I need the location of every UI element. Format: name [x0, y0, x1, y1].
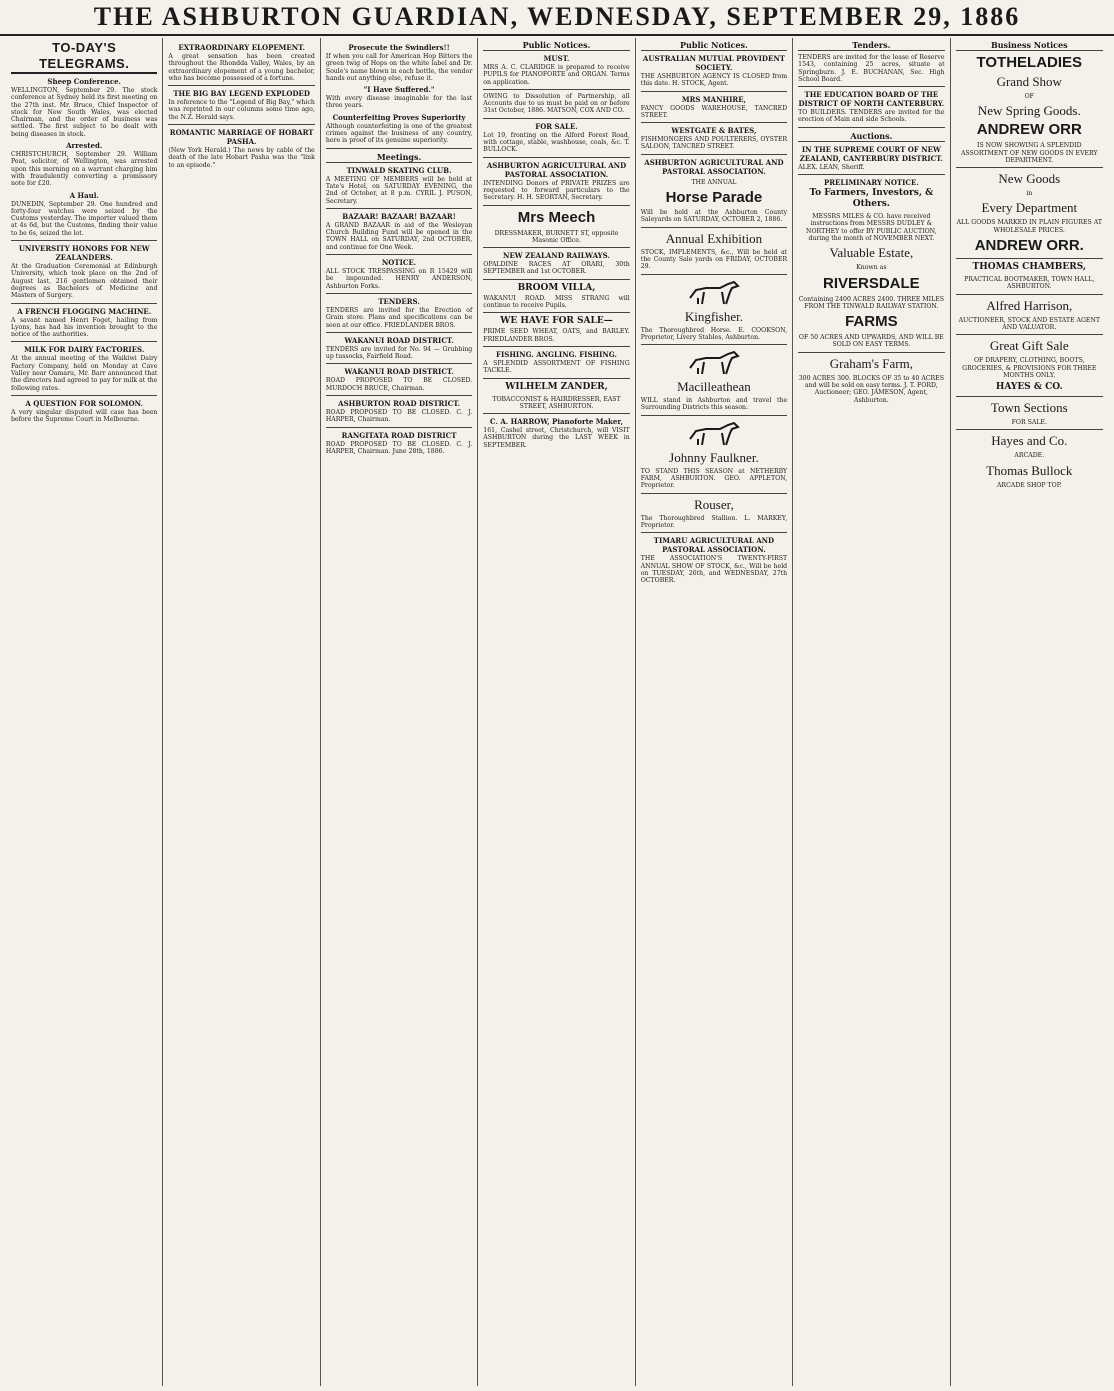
divider [11, 303, 157, 304]
item-text: WELLINGTON, September 29. The stock conference at Sydney held its first meeting on the 27th inst. Mr. Bruce, Chief Inspector of stock for New South Wales, was elected Chairman, and the order of business was settled. The first subject to be dealt with being diseases in stock. [11, 87, 158, 138]
section-title: Tenders. [798, 40, 944, 51]
ad-text: PRIME SEED WHEAT, OATS, and BARLEY. FRIEDLANDER BROS. [483, 328, 630, 343]
divider [641, 344, 787, 345]
item-text: If when you call for American Hop Bitters the green twig of Hops on the white label and Dr. Soule's name blown in each bottle, the vendor hands out anything else, refuse it. [325, 53, 473, 82]
divider [641, 227, 787, 228]
ad-headline: Every Department [981, 200, 1078, 216]
item-heading: MUST. [543, 54, 570, 63]
item-heading: UNIVERSITY HONORS FOR NEW ZEALANDERS. [18, 244, 150, 263]
column-1 [6, 38, 163, 1386]
ad-text: TO STAND THIS SEASON at NETHERBY FARM, ASHBURTON. GEO. APPLETON, Proprietor. [640, 467, 788, 490]
item-heading: AUSTRALIAN MUTUAL PROVIDENT SOCIETY. [642, 54, 785, 72]
ad-text: OF [1024, 93, 1034, 100]
article [11, 399, 157, 424]
item-heading: WAKANUI ROAD DISTRICT. [344, 335, 454, 345]
ad-headline: WE HAVE FOR SALE— [500, 316, 613, 327]
column-7 [951, 38, 1108, 1386]
notice [798, 90, 944, 124]
ad-headline: Annual Exhibition [665, 230, 763, 246]
ad-headline: Graham's Farm, [829, 355, 913, 371]
item-heading: RANGITATA ROAD DISTRICT [341, 430, 457, 440]
item-text: THE ANNUAL [691, 178, 737, 186]
notice [326, 85, 472, 110]
item-text: THE ASSOCIATION'S TWENTY-FIRST ANNUAL SHOW OF STOCK, &c., Will be held on TUESDAY, 26th, and WEDNESDAY, 27th OCTOBER. [640, 555, 788, 585]
item-text: DUNEDIN, September 29. One hundred and forty-four watches were seized by the Customs yesterday. The importer valued them at 4s 6d, but the Customs, finding their value to be 6s, seized the lot. [11, 200, 158, 237]
ad-text: OF 50 ACRES AND UPWARDS, AND WILL BE SOLD ON EASY TERMS. [798, 334, 944, 349]
item-text: OWING to Dissolution of Partnership, all Accounts due to us must be paid on or before 31st October, 1886. MATSON, COX AND CO. [483, 92, 630, 115]
item-heading: MILK FOR DAIRY FACTORIES. [24, 345, 145, 355]
item-text: 161, Cashel street, Christchurch, will VISIT ASHBURTON during the LAST WEEK in SEPTEMBER. [483, 427, 630, 449]
item-heading: A QUESTION FOR SOLOMON. [25, 398, 144, 408]
divider [483, 89, 629, 90]
ad-text: WAKANUI ROAD. MISS STRANG will continue to receive Pupils. [483, 294, 630, 310]
divider [483, 413, 629, 414]
article [168, 128, 314, 169]
item-text: A very singular disputed will case has been before the Supreme Court in Melbourne. [11, 408, 158, 424]
notice [326, 258, 472, 290]
ad-headline: THOMAS CHAMBERS, [972, 262, 1087, 273]
ad-text: WILL stand in Ashburton and travel the Surrounding Districts this season. [640, 397, 788, 412]
divider [798, 127, 944, 128]
article [11, 345, 157, 391]
horse-icon [684, 348, 744, 376]
item-heading: WESTGATE & BATES, [671, 126, 757, 136]
divider [326, 293, 472, 294]
section-title: Meetings. [326, 152, 472, 163]
item-heading: NEW ZEALAND RAILWAYS. [503, 251, 610, 261]
ad-text: FOR SALE. [1011, 419, 1047, 427]
notice [326, 212, 472, 251]
article [11, 307, 157, 339]
notice [641, 54, 787, 88]
divider [798, 174, 944, 175]
item-text: At the annual meeting of the Waikiwi Dairy Factory Company, held on Monday at Cave Valley near Oamaru, Mr. Barr announced that the directors had agreed to pay for milk at the following rates. [11, 355, 158, 392]
divider [483, 279, 629, 280]
divider [483, 247, 629, 248]
ad-text: IS NOW SHOWING A SPLENDID ASSORTMENT OF NEW GOODS IN EVERY DEPARTMENT. [960, 142, 1098, 164]
notice [798, 145, 944, 171]
divider [798, 86, 944, 87]
horse-icon [684, 419, 744, 447]
item-text: A savant named Henri Foget, hailing from Lyons, has had his invention brought to the notice of the authorities. [11, 316, 158, 339]
ad-headline: Macilleathean [677, 379, 751, 395]
ad-text: Will be held at the Ashburton County Saleyards on SATURDAY, OCTOBER 2, 1886. [640, 209, 788, 224]
item-text: (New York Herald.) The news by cable of the death of the late Hobart Pasha was the "link to an episode." [168, 147, 315, 169]
ad-headline: To Farmers, Investors, & Others. [809, 188, 934, 210]
divider [326, 208, 472, 209]
section-title: Business Notices [956, 40, 1103, 51]
notice [641, 126, 787, 151]
ad-text: AUCTIONEER, STOCK AND ESTATE AGENT AND VALUATOR. [958, 316, 1100, 331]
divider [956, 294, 1103, 295]
item-heading: Counterfeiting Proves Superiority [332, 112, 466, 122]
ad-text: The Thoroughbred Horse. E. COOKSON, Proprietor, Livery Stables, Ashburton. [640, 326, 788, 341]
newspaper-columns [6, 38, 1108, 1386]
notice [326, 336, 472, 361]
divider [326, 395, 472, 396]
item-heading: FOR SALE. [535, 121, 578, 131]
item-text: TENDERS are invited for No. 94 — Grubbing up tussocks, Fairfield Road. [325, 345, 473, 361]
notice [326, 297, 472, 329]
item-heading: IN THE SUPREME COURT OF NEW ZEALAND, CANTERBURY DISTRICT. [799, 144, 943, 163]
divider [798, 352, 944, 353]
telegrams-headline: TO-DAY'S TELEGRAMS. [11, 40, 157, 74]
ad-text: in [1026, 190, 1033, 198]
ad-headline: FARMS [845, 313, 898, 331]
item-text: OPALDINE RACES AT ORARI, 30th SEPTEMBER and 1st OCTOBER. [483, 261, 630, 276]
ad-headline: Rouser, [694, 496, 734, 512]
column-5 [636, 38, 793, 1386]
item-heading: Arrested. [66, 141, 103, 151]
divider [956, 167, 1103, 168]
divider [641, 91, 787, 92]
item-text: A MEETING OF MEMBERS will be held at Tate's Hotel, on SATURDAY EVENING, the 2nd of October, at 8 p.m. CYRIL J. PUSON, Secretary. [325, 175, 473, 205]
item-heading: THE BIG BAY LEGEND EXPLODED [173, 89, 310, 99]
section-title: Public Notices. [641, 40, 787, 51]
notice [326, 367, 472, 392]
divider [641, 122, 787, 123]
ad-headline: ANDREW ORR. [974, 237, 1084, 255]
ad-headline: Mrs Meech [517, 208, 596, 226]
item-heading: ROMANTIC MARRIAGE OF HOBART PASHA. [169, 128, 314, 147]
ad-text: ALL GOODS MARKED IN PLAIN FIGURES AT WHOLESALE PRICES. [956, 219, 1102, 234]
item-heading: BAZAAR! BAZAAR! BAZAAR! [342, 211, 456, 221]
divider [483, 118, 629, 119]
column-3 [321, 38, 478, 1386]
ad-text: Known as [856, 264, 887, 272]
notice [326, 113, 472, 145]
item-heading: ASHBURTON ROAD DISTRICT. [338, 399, 460, 409]
notice [483, 54, 629, 86]
notice [483, 417, 629, 449]
item-heading: Prosecute the Swindlers!! [348, 43, 450, 52]
item-text: FANCY GOODS WAREHOUSE, TANCRED STREET. [640, 104, 788, 119]
item-text: ROAD PROPOSED TO BE CLOSED. C. J. HARPER, Chairman. June 28th, 1886. [325, 440, 473, 455]
ad-headline: Grand Show [996, 74, 1062, 89]
divider [326, 363, 472, 364]
ad-text: MESSRS MILES & CO. have received instructions from MESSRS DUDLEY & NORTHEY to offer BY PUBLIC AUCTION, during the month of NOVEMBER NEXT. [806, 213, 937, 242]
item-heading: ASHBURTON AGRICULTURAL AND PASTORAL ASSOCIATION. [486, 160, 627, 179]
divider [11, 341, 157, 342]
item-text: In reference to the "Legend of Big Bay," which was reprinted in our columns some time ago, the N.Z. Herald says. [168, 99, 315, 121]
telegram-item [11, 191, 157, 237]
item-text: TENDERS are invited for the lease of Reserve 1543, containing 25 acres, situate at Springburn. J. E. BUCHANAN, Sec. High School Board. [798, 54, 945, 83]
divider [483, 205, 629, 206]
section-title: Auctions. [798, 131, 944, 142]
item-text: Lot 19, fronting on the Alford Forest Road, with cottage, stable, washhouse, coals, &c. T. BULLOCK. [483, 131, 630, 154]
ad-text: The Thoroughbred Stallion. L. MARKEY, Proprietor. [640, 514, 788, 529]
divider [168, 85, 314, 86]
item-heading: TENDERS. [378, 296, 420, 306]
item-heading: ASHBURTON AGRICULTURAL AND PASTORAL ASSOCIATION. [644, 157, 784, 176]
item-text: THE ASHBURTON AGENCY IS CLOSED from this date. H. STOCK, Agent. [640, 73, 788, 88]
item-text: A GRAND BAZAAR in aid of the Wesleyan Church Building Fund will be opened in the TOWN HALL on SATURDAY, 2nd OCTOBER, and continue for One Week. [325, 221, 473, 251]
notice [641, 536, 787, 584]
item-heading: WAKANUI ROAD DISTRICT. [344, 367, 454, 377]
ad-headline: WILHELM ZANDER, [505, 381, 608, 392]
ad-headline: Town Sections [990, 400, 1068, 416]
divider [326, 427, 472, 428]
notice [326, 43, 472, 82]
ad-headline: Great Gift Sale [989, 338, 1069, 354]
item-heading: PRELIMINARY NOTICE. [823, 178, 919, 188]
telegram-item [11, 77, 157, 138]
divider [641, 493, 787, 494]
masthead-paper: ASHBURTON GUARDIAN, [161, 2, 520, 31]
item-text: FISHMONGERS AND POULTERERS, OYSTER SALOON, TANCRED STREET. [640, 136, 788, 151]
notice [326, 166, 472, 205]
masthead [0, 0, 1114, 36]
divider [641, 274, 787, 275]
notice [483, 122, 629, 154]
divider [956, 429, 1103, 430]
masthead-left: THE [93, 2, 155, 31]
ad-headline: Kingfisher. [684, 308, 743, 324]
item-heading: TINWALD SKATING CLUB. [346, 165, 452, 175]
divider [11, 240, 157, 241]
ad-headline: Thomas Bullock [986, 462, 1073, 478]
ad-headline: Horse Parade [665, 189, 763, 207]
notice [641, 95, 787, 120]
notice [326, 399, 472, 424]
horse-icon [684, 278, 744, 306]
divider [483, 378, 629, 379]
divider [326, 332, 472, 333]
item-heading: TIMARU AGRICULTURAL AND PASTORAL ASSOCIATION. [653, 536, 775, 555]
item-text: INTENDING Donors of PRIVATE PRIZES are requested to forward particulars to the Secretary. H. H. SEORTAN, Secretary. [483, 179, 630, 202]
divider [641, 415, 787, 416]
item-text: TENDERS are invited for the Erection of Grain store. Plans and specifications can be seen at our office. FRIEDLANDER BROS. [325, 306, 473, 329]
item-text: ROAD PROPOSED TO BE CLOSED. C. J. HARPER, Chairman. [325, 409, 473, 424]
divider [11, 395, 157, 396]
notice [483, 350, 629, 375]
column-6 [793, 38, 950, 1386]
divider [483, 312, 629, 313]
ad-headline: HAYES & CO. [995, 382, 1063, 393]
notice [326, 431, 472, 456]
ad-headline: Valuable Estate, [829, 245, 914, 261]
item-text: ALL STOCK TRESPASSING on R 15429 will be impounded. HENRY ANDERSON, Ashburton Forks. [325, 268, 473, 290]
divider [168, 124, 314, 125]
divider [483, 157, 629, 158]
ad-text: STOCK, IMPLEMENTS, &c., Will be held at the County Sale yards on FRIDAY, OCTOBER 29. [640, 248, 788, 271]
item-text: A great sensation has been created throughout the Rhondda Valley, Wales, by an extraordinary elopement of a young bachelor, who has become possessed of a fortune. [168, 53, 315, 82]
ad-text: PRACTICAL BOOTMAKER, TOWN HALL, ASHBURTON. [964, 276, 1095, 291]
item-heading: EXTRAORDINARY ELOPEMENT. [178, 43, 305, 52]
item-heading: A FRENCH FLOGGING MACHINE. [17, 306, 152, 316]
ad-headline: ANDREW ORR [976, 121, 1082, 139]
ad-headline: TOTHELADIES [976, 54, 1083, 71]
ad-headline: Alfred Harrison, [986, 297, 1073, 313]
item-heading: THE EDUCATION BOARD OF THE DISTRICT OF NORTH CANTERBURY. [798, 90, 945, 109]
item-text: A SPLENDID ASSORTMENT OF FISHING TACKLE. [483, 359, 630, 375]
divider [641, 154, 787, 155]
divider [641, 532, 787, 533]
notice [483, 161, 629, 202]
item-text: MRS A. C. CLARIDGE is prepared to receive PUPILS for PIANOFORTE and ORGAN. Terms on application. [483, 64, 630, 86]
item-text: CHRISTCHURCH, September 29. William Peat, solicitor, of Wellington, was arrested upon this morning on a warrant charging him with fraudulently converting a promissory note for £20. [11, 151, 158, 188]
divider [326, 148, 472, 149]
item-heading: "I Have Suffered." [363, 85, 435, 95]
article [11, 244, 157, 299]
ad-headline: Johnny Faulkner. [669, 449, 759, 465]
item-heading: C. A. HARROW, Pianoforte Maker, [490, 417, 623, 427]
ad-text: OF DRAPERY, CLOTHING, BOOTS, GROCERIES, & PROVISIONS FOR THREE MONTHS ONLY. [962, 357, 1097, 379]
item-heading: FISHING. ANGLING. FISHING. [496, 349, 617, 359]
ad-headline: Hayes and Co. [991, 433, 1068, 449]
item-text: ALEX. LEAN, Sheriff. [798, 163, 865, 171]
column-2 [163, 38, 320, 1386]
ad-text: DRESSMAKER, BURNETT ST, opposite Masonic Office. [494, 229, 619, 244]
ad-text: ARCADE. [1014, 452, 1045, 460]
ad-text: Containing 2400 ACRES 2400. THREE MILES FROM THE TINWALD RAILWAY STATION. [798, 295, 944, 310]
item-text: ROAD PROPOSED TO BE CLOSED. MURDOCH BRUCE, Chairman. [325, 377, 473, 392]
article [168, 89, 314, 121]
masthead-date: WEDNESDAY, SEPTEMBER 29, 1886 [527, 2, 1021, 31]
divider [956, 258, 1103, 259]
item-heading: NOTICE. [381, 258, 417, 268]
notice [483, 93, 629, 115]
item-text: TO BUILDERS. TENDERS are invited for the erection of Main and side Schools. [798, 109, 945, 124]
notice [483, 251, 629, 276]
article [168, 43, 314, 82]
ad-headline: New Goods [998, 171, 1061, 187]
divider [956, 396, 1103, 397]
ad-headline: RIVERSDALE [823, 274, 920, 292]
ad-headline: BROOM VILLA, [517, 282, 596, 293]
section-title: Public Notices. [483, 40, 629, 51]
ad-text: ARCADE SHOP TOP. [996, 481, 1062, 489]
ad-text: TOBACCONIST & HAIRDRESSER, EAST STREET, ASHBURTON. [492, 395, 621, 410]
item-text: With every disease imaginable for the last three years. [325, 95, 473, 110]
divider [483, 346, 629, 347]
item-text: At the Graduation Ceremonial at Edinburgh University, which took place on the 2nd of August last, 216 gentlemen obtained their degrees as Bachelors of Medicine and Masters of Surgery. [11, 263, 158, 300]
divider [956, 334, 1103, 335]
telegram-item [11, 141, 157, 187]
column-4 [478, 38, 635, 1386]
item-text: Although counterfeiting is one of the greatest crimes against the business of any country, here is proof of its genuine superiority. [325, 122, 473, 145]
ad-headline: New Spring Goods. [977, 103, 1081, 119]
item-heading: Sheep Conference. [47, 77, 121, 86]
divider [326, 254, 472, 255]
ad-text: 300 ACRES 300. BLOCKS OF 35 to 40 ACRES and will be sold on easy terms. J. T. FORD, Auctioneer; GEO. JAMESON, Agent, Ashburton. [798, 374, 944, 404]
item-heading: A Haul. [69, 190, 99, 200]
item-heading: MRS MANHIRE, [681, 94, 746, 104]
